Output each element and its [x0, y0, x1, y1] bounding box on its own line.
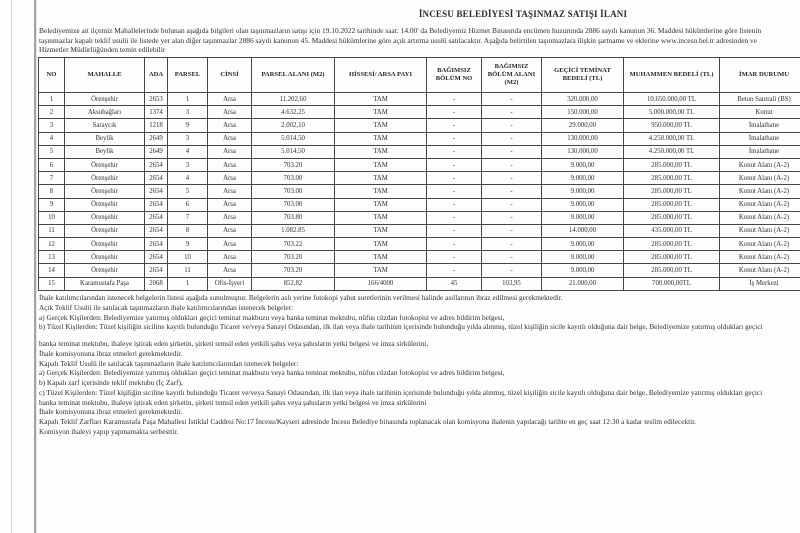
- table-cell: 703.00: [252, 185, 335, 198]
- table-cell: Örenşehir: [65, 172, 145, 185]
- table-cell: Konut Alanı (A-2): [720, 158, 800, 171]
- table-cell: 10: [168, 251, 208, 264]
- table-cell: 8: [39, 185, 65, 198]
- table-row: [39, 93, 800, 106]
- table-cell: 2068: [145, 277, 168, 290]
- table-cell: 13: [39, 251, 65, 264]
- column-header: İMAR DURUMU: [720, 58, 800, 93]
- conditions-text-block: [39, 293, 800, 437]
- table-cell: -: [482, 264, 542, 277]
- note-line-12: İhale komisyonuna ibraz etmeleri gerekmektedir.: [39, 407, 183, 417]
- table-cell: TAM: [335, 251, 427, 264]
- table-cell: TAM: [335, 106, 427, 119]
- table-row: [39, 106, 800, 119]
- table-cell: 14: [39, 264, 65, 277]
- table-cell: 2654: [145, 172, 168, 185]
- table-cell: 4: [168, 172, 208, 185]
- table-cell: Arsa: [208, 132, 252, 145]
- table-cell: 435.000,00 TL: [624, 224, 720, 237]
- table-cell: 703.80: [252, 211, 335, 224]
- table-cell: 6: [39, 158, 65, 171]
- column-header: MUHAMMEN BEDELİ (TL): [624, 58, 720, 93]
- table-cell: 8: [168, 224, 208, 237]
- table-cell: 11: [168, 264, 208, 277]
- table-cell: İmalathane: [720, 132, 800, 145]
- table-cell: Örenşehir: [65, 264, 145, 277]
- table-cell: 1: [168, 277, 208, 290]
- table-row: [39, 172, 800, 185]
- table-cell: 285.000,00 TL: [624, 211, 720, 224]
- column-header: GEÇİCİ TEMİNAT BEDELİ (TL): [542, 58, 624, 93]
- table-cell: -: [427, 238, 482, 251]
- note-line-8: a) Gerçek Kişilerden: Belediyemize yatırmış oldukları geçici teminat makbuzu veya banka teminat mektubu, nüfus cüzdan fotokopisi ve adres bildirim belgesi,: [39, 368, 505, 378]
- document-title: İNCESU BELEDİYESİ TAŞINMAZ SATIŞI İLANI: [418, 9, 628, 19]
- note-line-5: banka teminat mektubu, ihaleye iştirak eden şirketin, şirketi temsil eden yetkili şahıs veya şahısların yetki belgesi ve imza sirkülerini,: [39, 339, 429, 348]
- table-cell: -: [427, 145, 482, 158]
- table-cell: Saraycık: [65, 119, 145, 132]
- table-cell: 2649: [145, 132, 168, 145]
- table-cell: 285.000,00 TL: [624, 198, 720, 211]
- table-cell: Konut Alanı (A-2): [720, 211, 800, 224]
- table-cell: TAM: [335, 158, 427, 171]
- note-line-2: Açık Teklif Usulü ile satılacak taşınmazların ihale katılımcılarından istenecek belgeler:: [39, 302, 294, 312]
- table-cell: 9: [39, 198, 65, 211]
- table-cell: TAM: [335, 264, 427, 277]
- table-row: [39, 251, 800, 264]
- table-cell: TAM: [335, 238, 427, 251]
- table-cell: Arsa: [208, 185, 252, 198]
- table-cell: 285.000,00 TL: [624, 238, 720, 251]
- table-cell: 703.00: [252, 172, 335, 185]
- table-cell: Arsa: [208, 145, 252, 158]
- table-cell: 4.250.000,00 TL: [624, 145, 720, 158]
- table-cell: 2654: [145, 158, 168, 171]
- table-cell: 950.000,00 TL: [624, 119, 720, 132]
- table-cell: -: [427, 158, 482, 171]
- table-row: [39, 224, 800, 237]
- table-cell: 5.014,50: [252, 145, 335, 158]
- table-cell: -: [482, 185, 542, 198]
- table-cell: 4: [168, 145, 208, 158]
- table-header-row: [39, 58, 800, 93]
- page-edge-line-inner: [34, 0, 37, 533]
- table-cell: 5.014,50: [252, 132, 335, 145]
- table-cell: TAM: [335, 132, 427, 145]
- table-cell: 5.000.000,00 TL: [624, 106, 720, 119]
- table-cell: Aksubağları: [65, 106, 145, 119]
- table-cell: 9.000,00: [542, 185, 624, 198]
- table-cell: Arsa: [208, 106, 252, 119]
- column-header: BAĞIMSIZ BÖLÜM NO: [427, 58, 482, 93]
- table-cell: 11.202,60: [252, 93, 335, 106]
- table-cell: Örenşehir: [65, 251, 145, 264]
- page-edge-line-outer: [11, 0, 12, 533]
- table-cell: 1218: [145, 119, 168, 132]
- table-cell: 130.000,00: [542, 132, 624, 145]
- table-cell: Konut Alanı (A-2): [720, 185, 800, 198]
- table-cell: Konut Alanı (A-2): [720, 224, 800, 237]
- table-cell: 14.000,00: [542, 224, 624, 237]
- table-cell: Konut Alanı (A-2): [720, 198, 800, 211]
- table-cell: 45: [427, 277, 482, 290]
- table-cell: 703.20: [252, 158, 335, 171]
- table-cell: 2654: [145, 198, 168, 211]
- table-cell: 285.000,00 TL: [624, 251, 720, 264]
- table-cell: -: [482, 238, 542, 251]
- table-cell: 852,82: [252, 277, 335, 290]
- table-cell: TAM: [335, 198, 427, 211]
- table-cell: 2: [39, 106, 65, 119]
- intro-line-3: Hizmetler Müdürlüğünden temin edilebilir: [39, 45, 166, 55]
- table-cell: 703.20: [252, 264, 335, 277]
- table-cell: Örenşehir: [65, 224, 145, 237]
- table-cell: 9: [168, 238, 208, 251]
- table-cell: İş Merkezi: [720, 277, 800, 290]
- table-cell: -: [482, 106, 542, 119]
- table-cell: 9.000,00: [542, 211, 624, 224]
- table-cell: -: [427, 264, 482, 277]
- table-cell: TAM: [335, 93, 427, 106]
- property-sale-table: [38, 57, 800, 291]
- table-cell: Konut Alanı (A-2): [720, 238, 800, 251]
- table-cell: 5: [39, 145, 65, 158]
- table-cell: 29.000,00: [542, 119, 624, 132]
- table-cell: -: [482, 119, 542, 132]
- table-cell: Arsa: [208, 224, 252, 237]
- table-row: [39, 145, 800, 158]
- table-cell: Konut Alanı (A-2): [720, 264, 800, 277]
- table-cell: 4.250.000,00 TL: [624, 132, 720, 145]
- table-cell: TAM: [335, 172, 427, 185]
- table-cell: 7: [168, 211, 208, 224]
- table-cell: Arsa: [208, 158, 252, 171]
- table-cell: 2654: [145, 251, 168, 264]
- table-cell: 285.000,00 TL: [624, 264, 720, 277]
- table-cell: Konut Alanı (A-2): [720, 251, 800, 264]
- table-cell: 10.650.000,00 TL: [624, 93, 720, 106]
- table-cell: -: [482, 224, 542, 237]
- table-cell: -: [427, 132, 482, 145]
- table-cell: Arsa: [208, 198, 252, 211]
- table-cell: 9.000,00: [542, 158, 624, 171]
- table-cell: TAM: [335, 211, 427, 224]
- table-cell: -: [482, 158, 542, 171]
- table-cell: TAM: [335, 224, 427, 237]
- table-cell: İmalathane: [720, 119, 800, 132]
- table-cell: 2653: [145, 93, 168, 106]
- table-cell: 21.000,00: [542, 277, 624, 290]
- table-cell: Örenşehir: [65, 185, 145, 198]
- table-cell: İmalathane: [720, 145, 800, 158]
- table-row: [39, 198, 800, 211]
- table-cell: 12: [39, 238, 65, 251]
- table-cell: 703.20: [252, 251, 335, 264]
- table-header-row: [39, 58, 800, 93]
- table-cell: Beton Santrali (BS): [720, 93, 800, 106]
- column-header: ADA: [145, 58, 168, 93]
- intro-line-2: taşınmazlar kapalı teklif usulü ile listede yer alan diğer taşınmazlar 2886 sayılı kanunun 45. Maddesi hükümlerine göre açık artırma usulü satılacaktır. Aşağıda belirtilen taşınmazlara ilişkin şartname ve eklerine www.incesu.bel.tr adresinden ve: [39, 35, 758, 45]
- table-cell: 2654: [145, 185, 168, 198]
- table-cell: 2654: [145, 211, 168, 224]
- table-cell: 7: [39, 172, 65, 185]
- table-cell: Örenşehir: [65, 211, 145, 224]
- table-row: [39, 132, 800, 145]
- table-cell: 6: [168, 198, 208, 211]
- table-cell: 3: [168, 158, 208, 171]
- table-cell: -: [427, 93, 482, 106]
- table-cell: 166/4000: [335, 277, 427, 290]
- table-cell: Arsa: [208, 251, 252, 264]
- table-row: [39, 211, 800, 224]
- table-row: [39, 264, 800, 277]
- table-cell: -: [427, 172, 482, 185]
- table-cell: Beylik: [65, 132, 145, 145]
- table-cell: 2.002,10: [252, 119, 335, 132]
- table-cell: 9.000,00: [542, 251, 624, 264]
- table-cell: 9.000,00: [542, 238, 624, 251]
- column-header: PARSEL ALANI (M2): [252, 58, 335, 93]
- note-line-9: b) Kapalı zarf içerisinde teklif mektubu (İç Zarf),: [39, 378, 183, 387]
- table-cell: Ofis-İşyeri: [208, 277, 252, 290]
- table-cell: TAM: [335, 145, 427, 158]
- table-cell: -: [482, 198, 542, 211]
- table-cell: 285.000,00 TL: [624, 172, 720, 185]
- table-cell: 9.000,00: [542, 264, 624, 277]
- table-cell: 130.000,00: [542, 145, 624, 158]
- table-cell: TAM: [335, 119, 427, 132]
- table-cell: Konut: [720, 106, 800, 119]
- note-line-7: Kapalı Teklif Usulü ile satılacak taşınmazların ihale katılımcılarından istenecek belgeler:: [39, 358, 299, 368]
- table-cell: 11: [39, 224, 65, 237]
- table-row: [39, 158, 800, 171]
- table-cell: 3: [168, 106, 208, 119]
- table-cell: 2654: [145, 238, 168, 251]
- table-cell: -: [427, 224, 482, 237]
- note-line-4: b) Tüzel Kişilerden: Tüzel kişiliğin siciline kayıtlı bulunduğu Ticaret ve/veya Sanayi Odasından, ilk ilan veya ihale tarihinin içerisinde bulunduğu yılda alınmış, tüzel kişiliğin sicile kayıtlı olduğuna dair belge, Belediyemize yatırmış oldukları geçici: [39, 322, 763, 332]
- table-cell: -: [427, 251, 482, 264]
- note-line-10: c) Tüzel Kişilerden: Tüzel kişiliğin siciline kayıtlı bulunduğu Ticaret ve/veya Sanayi Odasından, ilk ilan veya ihale tarihinin içerisinde bulunduğu yılda alınmış, tüzel kişiliğin sicile kayıtlı olduğuna dair belge, Belediyemize yatırmış oldukları geçici: [39, 387, 763, 397]
- column-header: MAHALLE: [65, 58, 145, 93]
- table-cell: -: [482, 251, 542, 264]
- note-line-14: Komisyon ihaleyi yapıp yapmamakta serbesttir.: [39, 426, 179, 436]
- table-cell: Karamustafa Paşa: [65, 277, 145, 290]
- note-line-13: Kapalı Teklif Zarfları Karamustafa Paşa Mahallesi İstiklal Caddesi No:17 İncesu/Kayseri adresinde İncesu Belediye binasında toplanacak olan komisyona ihalenin yapılacağı tarihte en geç saat 12:30 a kadar teslim edilecektir.: [39, 417, 697, 426]
- table-row: [39, 185, 800, 198]
- table-cell: 1374: [145, 106, 168, 119]
- table-cell: 703.22: [252, 238, 335, 251]
- table-row: [39, 277, 800, 290]
- table-cell: 1.082.85: [252, 224, 335, 237]
- column-header: HİSSESİ/ ARSA PAYI: [335, 58, 427, 93]
- column-header: PARSEL: [168, 58, 208, 93]
- table-cell: Beylik: [65, 145, 145, 158]
- table-cell: 1: [168, 93, 208, 106]
- intro-line-1: Belediyemize ait ilçemiz Mahallelerinde bulunan aşağıda bilgileri olan taşınmazların satışı için 19.10.2022 tarihinde saat: 14.00' da Belediyemiz Hizmet Binasında encümen huzurunda 2886 sayılı kanunun 36. Maddesi hükümlerine göre listenin: [39, 26, 762, 35]
- table-cell: 285.000,00 TL: [624, 158, 720, 171]
- table-cell: 9: [168, 119, 208, 132]
- table-cell: Konut Alanı (A-2): [720, 172, 800, 185]
- table-cell: Arsa: [208, 172, 252, 185]
- table-cell: -: [482, 211, 542, 224]
- table-cell: 4.632,25: [252, 106, 335, 119]
- table-cell: 1: [39, 93, 65, 106]
- table-cell: Örenşehir: [65, 198, 145, 211]
- table-cell: 5: [168, 185, 208, 198]
- table-cell: TAM: [335, 185, 427, 198]
- table-cell: 703.00: [252, 198, 335, 211]
- note-line-6: İhale komisyonuna ibraz etmeleri gerekmektedir.: [39, 348, 183, 358]
- table-cell: 9.000,00: [542, 198, 624, 211]
- table-cell: 3: [168, 132, 208, 145]
- table-cell: -: [427, 211, 482, 224]
- table-body: [39, 93, 800, 291]
- table-cell: 150.000,00: [542, 106, 624, 119]
- column-header: NO: [39, 58, 65, 93]
- note-line-11: banka teminat mektubu, ihaleye iştirak eden şirketin, şirketi temsil eden yetkili şahıs veya şahısların yetki belgesi ve imza sirkülerini: [39, 397, 427, 407]
- table-cell: -: [482, 93, 542, 106]
- table-cell: 320.000,00: [542, 93, 624, 106]
- table-cell: -: [427, 185, 482, 198]
- table-cell: 9.000,00: [542, 172, 624, 185]
- table-cell: Örenşehir: [65, 238, 145, 251]
- table-cell: 285.000,00 TL: [624, 185, 720, 198]
- table-cell: 103,95: [482, 277, 542, 290]
- note-line-1: İhale katılımcılarından istenecek belgelerin listesi aşağıda sunulmuştur. Belgelerin aslı yerine fotokopi yahut suretlerinin verilmesi halinde asıllarının ibraz edilmesi gerekmektedir.: [39, 293, 563, 302]
- table-row: [39, 238, 800, 251]
- table-cell: 4: [39, 132, 65, 145]
- table-cell: 2654: [145, 224, 168, 237]
- table-cell: Örenşehir: [65, 158, 145, 171]
- table-cell: Arsa: [208, 211, 252, 224]
- table-row: [39, 119, 800, 132]
- table-cell: -: [427, 198, 482, 211]
- note-line-3: a) Gerçek Kişilerden: Belediyemize yatırmış oldukları geçici teminat makbuzu veya banka teminat mektubu, nüfus cüzdan fotokopisi ve adres bildirim belgesi,: [39, 312, 505, 322]
- table-cell: 10: [39, 211, 65, 224]
- table-cell: 2649: [145, 145, 168, 158]
- table-cell: 15: [39, 277, 65, 290]
- intro-paragraph: [39, 26, 800, 55]
- table-cell: -: [427, 106, 482, 119]
- table-cell: 700.000,00TL: [624, 277, 720, 290]
- table-cell: Arsa: [208, 238, 252, 251]
- table-cell: Arsa: [208, 119, 252, 132]
- table-cell: Arsa: [208, 264, 252, 277]
- column-header: BAĞIMSIZ BÖLÜM ALANI (M2): [482, 58, 542, 93]
- column-header: CİNSİ: [208, 58, 252, 93]
- table-cell: 2654: [145, 264, 168, 277]
- table-cell: Örenşehir: [65, 93, 145, 106]
- table-cell: Arsa: [208, 93, 252, 106]
- table-cell: -: [482, 172, 542, 185]
- table-cell: -: [482, 132, 542, 145]
- table-cell: -: [427, 119, 482, 132]
- table-cell: 3: [39, 119, 65, 132]
- table-cell: -: [482, 145, 542, 158]
